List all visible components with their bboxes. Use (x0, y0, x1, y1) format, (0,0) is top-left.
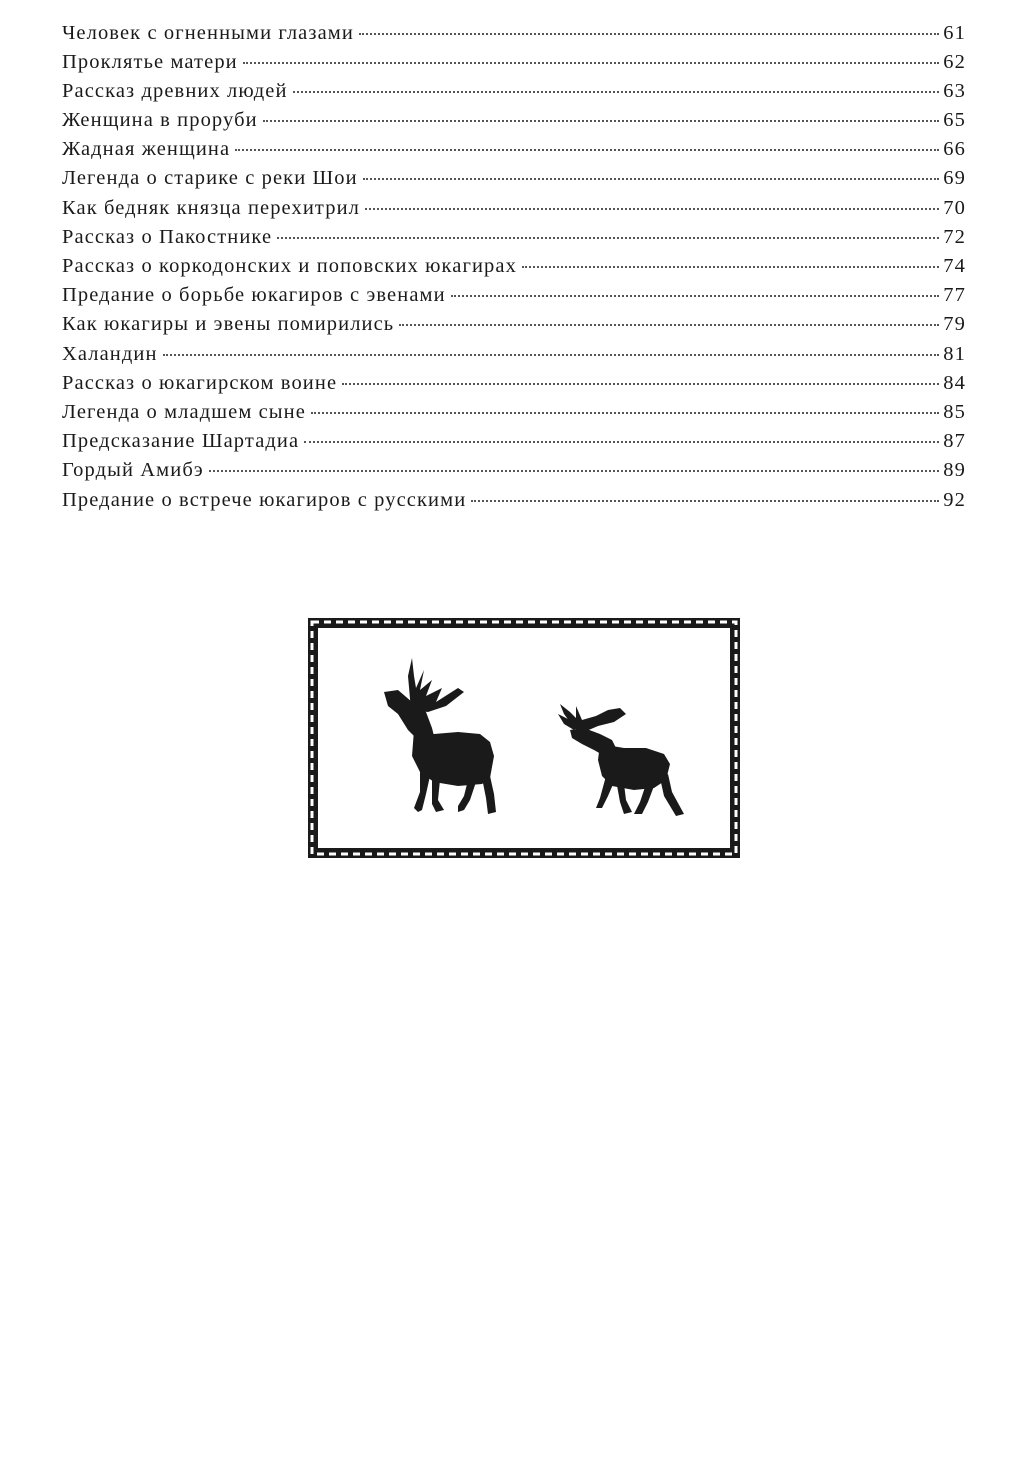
toc-leader-dots (363, 158, 939, 181)
toc-page-number: 69 (943, 167, 966, 190)
toc-leader-dots (263, 100, 939, 123)
toc-title: Как бедняк князца перехитрил (62, 196, 360, 219)
toc-title: Легенда о старике с реки Шои (62, 167, 358, 190)
toc-leader-dots (399, 304, 939, 327)
toc-page-number: 84 (943, 371, 966, 394)
toc-leader-dots (365, 187, 939, 210)
toc-page-number: 62 (943, 50, 966, 73)
toc-page-number: 63 (943, 79, 966, 102)
toc-title: Легенда о младшем сыне (62, 400, 306, 423)
elk-ornament-panel (308, 618, 740, 858)
toc-leader-dots (304, 421, 939, 444)
table-of-contents (62, 16, 966, 512)
toc-page-number: 70 (943, 196, 966, 219)
toc-title: Женщина в проруби (62, 109, 258, 132)
toc-leader-dots (235, 129, 939, 152)
toc-page-number: 77 (943, 284, 966, 307)
toc-page-number: 81 (943, 342, 966, 365)
toc-page-number: 79 (943, 313, 966, 336)
toc-title: Как юкагиры и эвены помирились (62, 313, 395, 336)
toc-title: Гордый Амибэ (62, 459, 204, 482)
frame-inner-field (318, 628, 730, 848)
toc-leader-dots (277, 216, 939, 239)
toc-page-number: 89 (943, 459, 966, 482)
toc-title: Рассказ о Пакостнике (62, 225, 273, 248)
toc-page-number: 74 (943, 255, 966, 277)
toc-title: Рассказ о юкагирском воине (62, 371, 338, 394)
toc-leader-dots (163, 333, 939, 356)
toc-title: Жадная женщина (62, 138, 231, 161)
toc-title: Халандин (62, 342, 158, 365)
toc-page-number: 65 (943, 109, 966, 132)
toc-page-number: 61 (943, 21, 966, 44)
toc-title: Проклятье матери (62, 50, 238, 73)
toc-title: Предание о встрече юкагиров с русскими (62, 488, 467, 511)
toc-leader-dots (209, 450, 939, 473)
toc-title: Человек с огненными глазами (62, 21, 354, 44)
toc-page-number: 92 (943, 488, 966, 511)
toc-page-number: 72 (943, 225, 966, 248)
toc-leader-dots (342, 362, 939, 385)
toc-title: Рассказ древних людей (62, 79, 288, 102)
toc-leader-dots (293, 70, 939, 93)
toc-title: Предсказание Шартадиа (62, 430, 300, 453)
toc-title: Рассказ о коркодонских и поповских юкагирах (62, 255, 517, 277)
toc-leader-dots (243, 41, 939, 64)
toc-leader-dots (311, 391, 939, 414)
toc-title: Предание о борьбе юкагиров с эвенами (62, 284, 446, 307)
ornament-illustration (308, 618, 740, 858)
toc-leader-dots (359, 12, 939, 35)
toc-leader-dots (522, 246, 939, 269)
toc-leader-dots (451, 275, 939, 298)
toc-page-number: 66 (943, 138, 966, 161)
toc-entry[interactable] (62, 483, 966, 512)
toc-leader-dots (471, 479, 939, 502)
toc-page-number: 87 (943, 430, 966, 453)
toc-page-number: 85 (943, 400, 966, 423)
